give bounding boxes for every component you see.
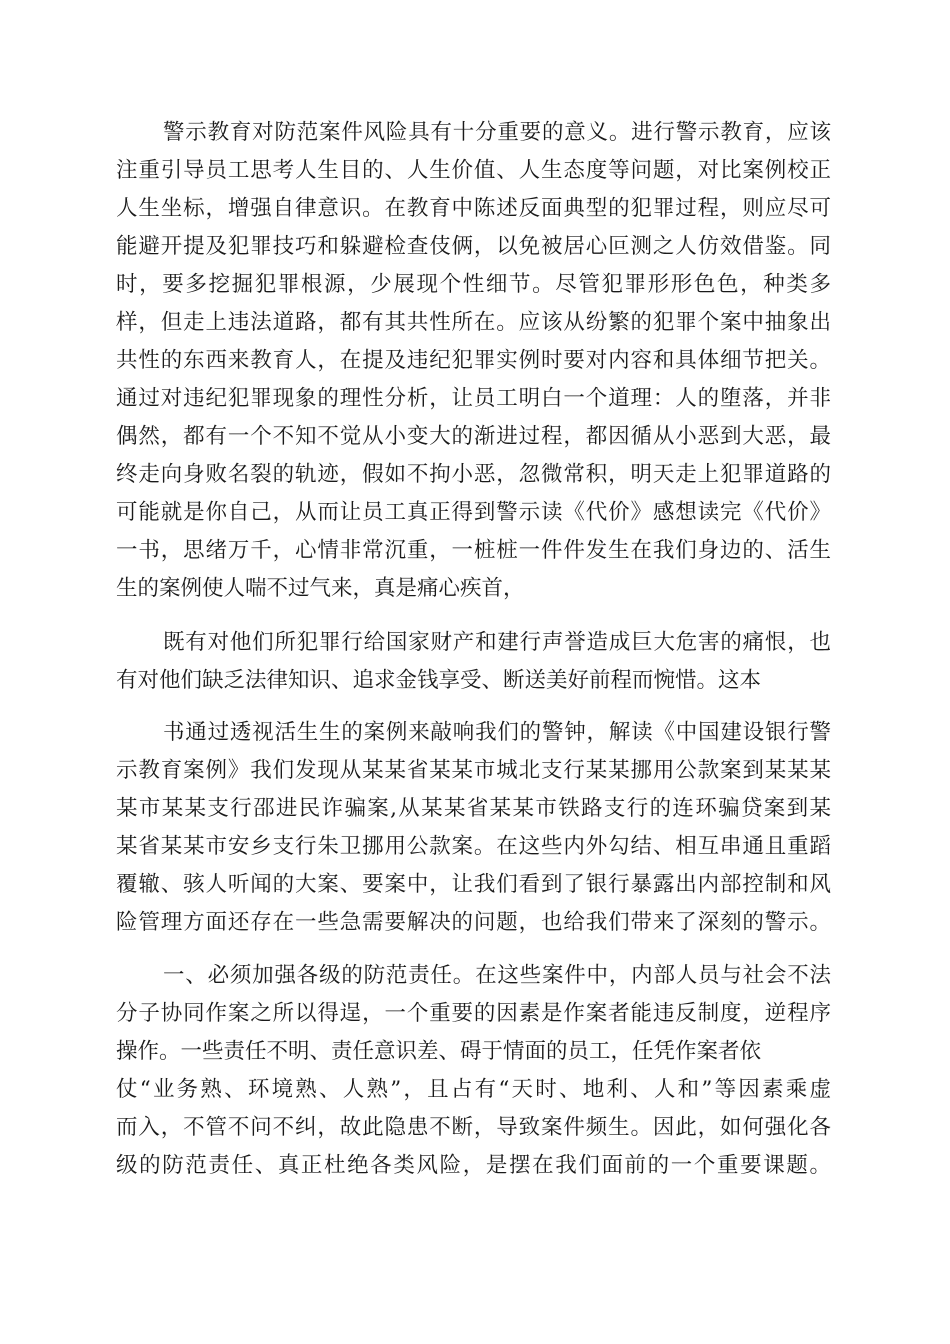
text-line: 级的防范责任、真正杜绝各类风险，是摆在我们面前的一个重要课题。 — [116, 1153, 831, 1178]
text-line: 偶然，都有一个不知不觉从小变大的渐进过程，都因循从小恶到大恶，最 — [116, 424, 831, 449]
text-line: 操作。一些责任不明、责任意识差、碍于情面的员工，任凭作案者依 — [116, 1039, 762, 1064]
text-line: 某市某某支行邵进民诈骗案,从某某省某某市铁路支行的连环骗贷案到某 — [116, 796, 831, 821]
text-line: 仗“业务熟、环境熟、人熟”，且占有“天时、地利、人和”等因素乘虚 — [116, 1077, 831, 1102]
text-line: 时，要多挖掘犯罪根源，少展现个性细节。尽管犯罪形形色色，种类多 — [116, 272, 831, 297]
text-line: 既有对他们所犯罪行给国家财产和建行声誉造成巨大危害的痛恨，也 — [163, 630, 831, 655]
text-line: 而入，不管不问不纠，故此隐患不断，导致案件频生。因此，如何强化各 — [116, 1115, 831, 1140]
text-line: 警示教育对防范案件风险具有十分重要的意义。进行警示教育，应该 — [163, 120, 831, 145]
text-line: 一书，思绪万千，心情非常沉重，一桩桩一件件发生在我们身边的、活生 — [116, 538, 831, 563]
text-line: 示教育案例》我们发现从某某省某某市城北支行某某挪用公款案到某某某 — [116, 758, 831, 783]
text-line: 共性的东西来教育人，在提及违纪犯罪实例时要对内容和具体细节把关。 — [116, 348, 831, 373]
text-line: 书通过透视活生生的案例来敲响我们的警钟，解读《中国建设银行警 — [163, 720, 831, 745]
text-line: 人生坐标，增强自律意识。在教育中陈述反面典型的犯罪过程，则应尽可 — [116, 196, 831, 221]
text-line: 某省某某市安乡支行朱卫挪用公款案。在这些内外勾结、相互串通且重蹈 — [116, 834, 831, 859]
text-line: 样，但走上违法道路，都有其共性所在。应该从纷繁的犯罪个案中抽象出 — [116, 310, 831, 335]
text-line: 覆辙、骇人听闻的大案、要案中，让我们看到了银行暴露出内部控制和风 — [116, 872, 831, 897]
text-line: 通过对违纪犯罪现象的理性分析，让员工明白一个道理：人的堕落，并非 — [116, 386, 831, 411]
text-line: 一、必须加强各级的防范责任。在这些案件中，内部人员与社会不法 — [163, 963, 831, 988]
text-line: 生的案例使人喘不过气来，真是痛心疾首， — [116, 576, 525, 601]
text-line: 终走向身败名裂的轨迹，假如不拘小恶，忽微常积，明天走上犯罪道路的 — [116, 462, 831, 487]
text-line: 注重引导员工思考人生目的、人生价值、人生态度等问题，对比案例校正 — [116, 158, 831, 183]
text-line: 分子协同作案之所以得逞，一个重要的因素是作案者能违反制度，逆程序 — [116, 1001, 831, 1026]
text-line: 险管理方面还存在一些急需要解决的问题，也给我们带来了深刻的警示。 — [116, 910, 831, 935]
text-line: 能避开提及犯罪技巧和躲避检查伎俩，以免被居心叵测之人仿效借鉴。同 — [116, 234, 831, 259]
text-line: 有对他们缺乏法律知识、追求金钱享受、断送美好前程而惋惜。这本 — [116, 668, 762, 693]
text-line: 可能就是你自己，从而让员工真正得到警示读《代价》感想读完《代价》 — [116, 500, 831, 525]
